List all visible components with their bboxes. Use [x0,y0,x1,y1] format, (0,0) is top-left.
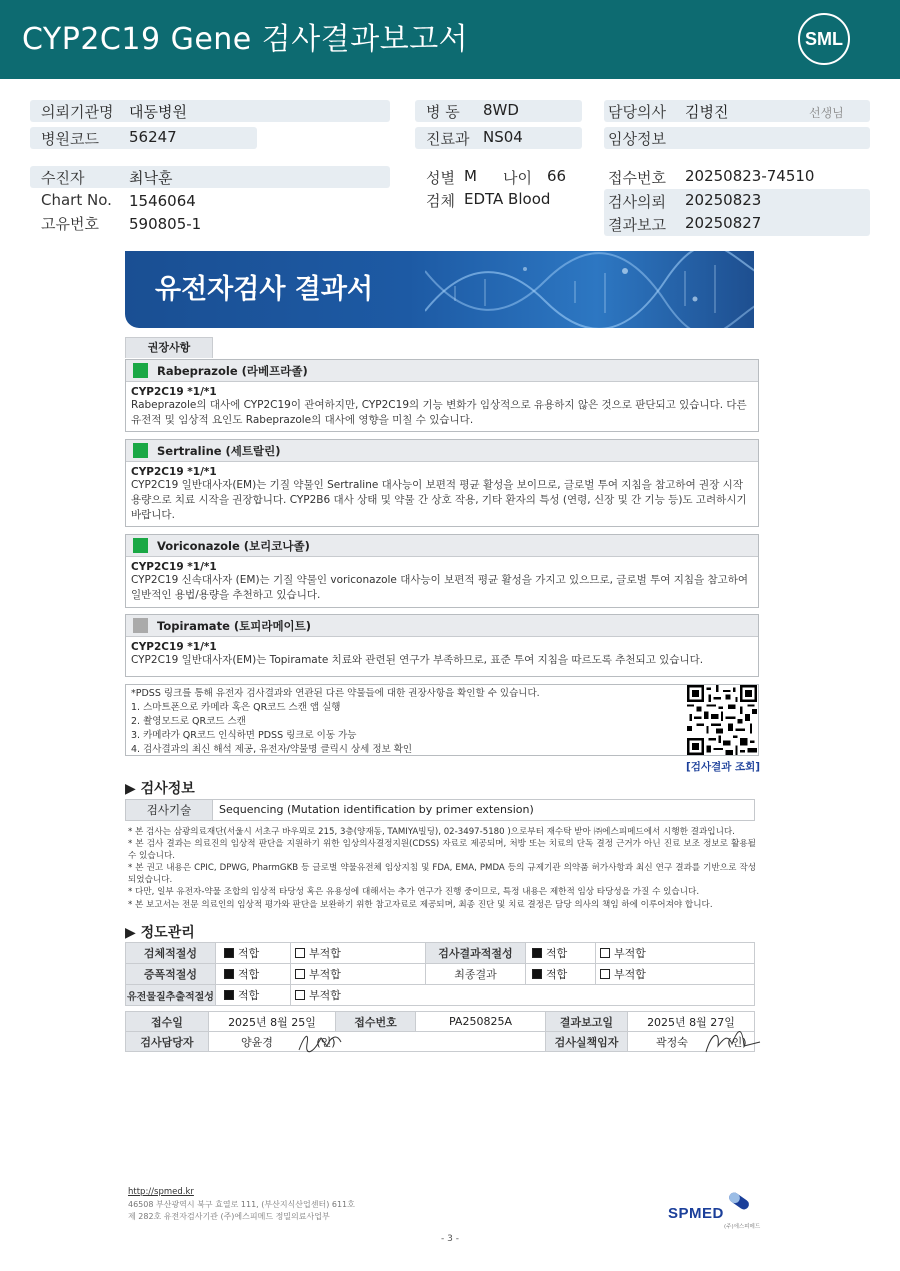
qc-label: 최종결과 [426,964,526,985]
specimen-value: EDTA Blood [464,190,551,208]
hospital-code-value: 56247 [129,128,177,146]
sml-logo: SML [798,13,850,65]
pdss-line: *PDSS 링크를 통해 유전자 검사결과와 연관된 다른 약물들에 대한 권장사항을 확인할 수 있습니다. [131,688,540,699]
test-notes [128,826,756,911]
request-date-label: 검사의뢰 [608,193,666,211]
spmed-logo-text: SPMED [668,1205,724,1222]
pdss-instructions [125,684,759,756]
dna-helix-graphic [425,251,754,328]
clinical-info-label: 임상정보 [608,130,666,148]
status-square-icon [133,443,148,458]
checkbox-empty-icon [295,969,305,979]
drug-card-sertraline [125,439,759,527]
report-title: CYP2C19 Gene 검사결과보고서 [22,22,469,57]
header-bar [0,0,900,79]
note-line: * 본 검사 결과는 의료진의 임상적 판단을 지원하기 위한 임상의사결정지원(CDSS) 자료로 제공되며, 처방 또는 치료의 단독 결정 근거가 아닌 진료 보조 정보로 활용될 수 있습니다. [128,839,756,862]
qc-title: 정도관리 [140,925,195,941]
drug-name: Voriconazole (보리코나졸) [157,539,310,553]
status-square-icon [133,363,148,378]
patient-value: 최낙훈 [129,169,173,187]
checkbox-checked-icon [532,948,542,958]
qc-fail: 부적합 [291,985,755,1006]
pdss-line: 1. 스마트폰으로 카메라 혹은 QR코드 스캔 앱 실행 [131,702,341,713]
tester-seal: (인) [316,1035,336,1049]
pdss-line: 4. 검사결과의 최신 해석 제공, 유전자/약물명 클릭시 상세 정보 확인 [131,744,413,755]
sex-value: M [464,167,477,185]
method-value: Sequencing (Mutation identification by primer extension) [212,799,755,821]
tester-name: 양윤경 [241,1035,273,1049]
drug-recommendation: CYP2C19 일반대사자(EM)는 Topiramate 치료와 관련된 연구가 부족하므로, 표준 투여 지침을 따르도록 추천되고 있습니다. [131,654,704,666]
test-info-heading [125,778,195,798]
unique-no-value: 590805-1 [129,215,202,233]
institution-value: 대동병원 [129,103,187,121]
ward-value: 8WD [483,101,519,119]
note-line: * 본 권고 내용은 CPIC, DPWG, PharmGKB 등 글로벌 약물유전체 임상지침 및 FDA, EMA, PMDA 등의 규제기관 의약품 허가사항과 최신 연구 결과를 기반으로 작성되었습니다. [128,863,756,886]
drug-recommendation: CYP2C19 신속대사자 (EM)는 기질 약물인 voriconazole 대사능이 보편적 평균 활성을 가지고 있으므로, 글로벌 투여 지침을 참고하여 일반적인 용법/용량을 추천하고 있습니다. [131,574,749,601]
drug-card-voriconazole [125,534,759,608]
capsule-icon [724,1190,754,1212]
request-date-value: 20250823 [685,191,762,209]
drug-card-topiramate [125,614,759,677]
drug-genotype: CYP2C19 *1/*1 [131,386,217,398]
note-line: * 본 검사는 삼광의료재단(서울시 서초구 바우뫼로 215, 3층(양재동, TAMIYA빌딩), 02-3497-5180 )으로부터 재수탁 받아 ㈜에스피메드에서 시행한 결과입니다. [128,827,735,837]
status-square-icon [133,538,148,553]
note-line: * 다만, 일부 유전자-약물 조합의 임상적 타당성 혹은 유용성에 대해서는 추가 연구가 진행 중이므로, 특정 내용은 제한적 임상 타당성을 가질 수 있습니다. [128,887,700,898]
signoff-table [125,1011,755,1052]
triangle-right-icon: ▶ [125,925,136,941]
accession-no-value: 20250823-74510 [685,167,815,185]
checkbox-empty-icon [295,948,305,958]
test-info-title: 검사정보 [140,781,195,797]
checkbox-checked-icon [224,948,234,958]
patient-label: 수진자 [41,169,85,187]
drug-recommendation: CYP2C19 일반대사자(EM)는 기질 약물인 Sertraline 대사능이 보편적 평균 활성을 보이므로, 글로벌 투여 지침을 참고하여 권장 시작 용량으로 치료 시작을 권장합니다. CYP2B6 대사 상태 및 약물 간 상호 작용, 기타 환자의 특성 (연령, 신장 및 간 기능 등)도 고려하시기 바랍니다. [131,479,747,521]
age-label: 나이 [503,169,532,187]
checkbox-checked-icon [224,990,234,1000]
sex-label: 성별 [426,169,455,187]
pdss-line: 3. 카메라가 QR코드 인식하면 PDSS 링크로 이동 가능 [131,730,357,741]
qc-heading [125,922,195,942]
report-date-value: 20250827 [685,214,762,232]
qc-fail: 부적합 [596,943,755,964]
qc-fail: 부적합 [291,943,426,964]
accession-no-label: 접수번호 [608,169,666,187]
qc-pass: 적합 [526,943,596,964]
qc-fail: 부적합 [291,964,426,985]
checkbox-empty-icon [600,969,610,979]
qc-table [125,942,755,1006]
method-label: 검사기술 [125,799,213,821]
drug-card-rabeprazole [125,359,759,432]
drug-genotype: CYP2C19 *1/*1 [131,641,217,653]
qc-label: 유전물질추출적절성 [126,985,216,1006]
drug-name: Sertraline (세트랄린) [157,444,281,458]
chart-no-value: 1546064 [129,192,196,210]
chart-no-label: Chart No. [41,191,112,209]
doctor-label: 담당의사 [608,103,666,121]
footer-info [128,1186,355,1224]
received-label: 접수일 [126,1012,209,1032]
ward-label: 병 동 [426,103,460,121]
report-label: 결과보고일 [546,1012,628,1032]
hospital-code-label: 병원코드 [41,130,99,148]
result-lookup-link[interactable]: [검사결과 조회] [686,761,761,773]
result-banner [125,251,754,328]
director-cell [628,1032,755,1052]
department-label: 진료과 [426,130,470,148]
tester-cell [209,1032,546,1052]
qc-pass: 적합 [216,943,291,964]
qc-pass: 적합 [216,985,291,1006]
triangle-right-icon: ▶ [125,781,136,797]
footer-url[interactable]: http://spmed.kr [128,1187,194,1197]
page-number: - 3 - [441,1234,459,1244]
footer-address: 46508 부산광역시 북구 효열로 111, (부산지식산업센터) 611호 [128,1199,355,1209]
qc-pass: 적합 [216,964,291,985]
checkbox-empty-icon [600,948,610,958]
qc-label: 검사결과적절성 [426,943,526,964]
age-value: 66 [547,167,567,185]
drug-name: Topiramate (토피라메이트) [157,619,312,633]
checkbox-checked-icon [224,969,234,979]
doctor-suffix: 선생님 [809,106,844,120]
signature-icon [702,1024,764,1058]
spmed-logo-sub: (주)에스피메드 [724,1224,761,1230]
checkbox-checked-icon [532,969,542,979]
doctor-value: 김병진 [685,103,729,121]
received-value: 2025년 8월 25일 [209,1012,336,1032]
pdss-line: 2. 촬영모드로 QR코드 스캔 [131,716,246,727]
director-label: 검사실책임자 [546,1032,628,1052]
tester-label: 검사담당자 [126,1032,209,1052]
director-name: 곽정숙 [656,1035,688,1049]
drug-genotype: CYP2C19 *1/*1 [131,466,217,478]
status-square-icon [133,618,148,633]
recommendations-tab: 권장사항 [125,337,213,358]
signature-icon [291,1028,351,1058]
qc-label: 증폭적절성 [126,964,216,985]
drug-recommendation: Rabeprazole의 대사에 CYP2C19이 관여하지만, CYP2C19의 기능 변화가 임상적으로 유용하지 않은 것으로 판단되고 있습니다. 다른 유전적 및 임상적 요인도 Rabeprazole의 대사에 영향을 미칠 수 있습니다. [131,399,747,426]
accession-label: 접수번호 [336,1012,416,1032]
checkbox-empty-icon [295,990,305,1000]
institution-label: 의뢰기관명 [41,103,114,121]
qr-code-icon[interactable] [686,685,758,755]
qc-label: 검체적절성 [126,943,216,964]
qc-pass: 적합 [526,964,596,985]
qc-fail: 부적합 [596,964,755,985]
accession-value: PA250825A [416,1012,546,1032]
director-seal: (인) [727,1035,747,1049]
drug-genotype: CYP2C19 *1/*1 [131,561,217,573]
drug-name: Rabeprazole (라베프라졸) [157,364,308,378]
unique-no-label: 고유번호 [41,215,99,233]
footer-license: 제 282호 유전자검사기관 (주)에스피메드 정밀의료사업부 [128,1212,330,1221]
spmed-logo [668,1190,761,1230]
banner-title: 유전자검사 결과서 [155,274,374,305]
report-date-label: 결과보고 [608,216,666,234]
note-line: * 본 보고서는 전문 의료인의 임상적 평가와 판단을 보완하기 위한 참고자료로 제공되며, 최종 진단 및 치료 결정은 담당 의사의 책임 하에 이루어져야 합니다. [128,899,713,910]
report-value: 2025년 8월 27일 [628,1012,755,1032]
specimen-label: 검체 [426,192,455,210]
department-value: NS04 [483,128,523,146]
